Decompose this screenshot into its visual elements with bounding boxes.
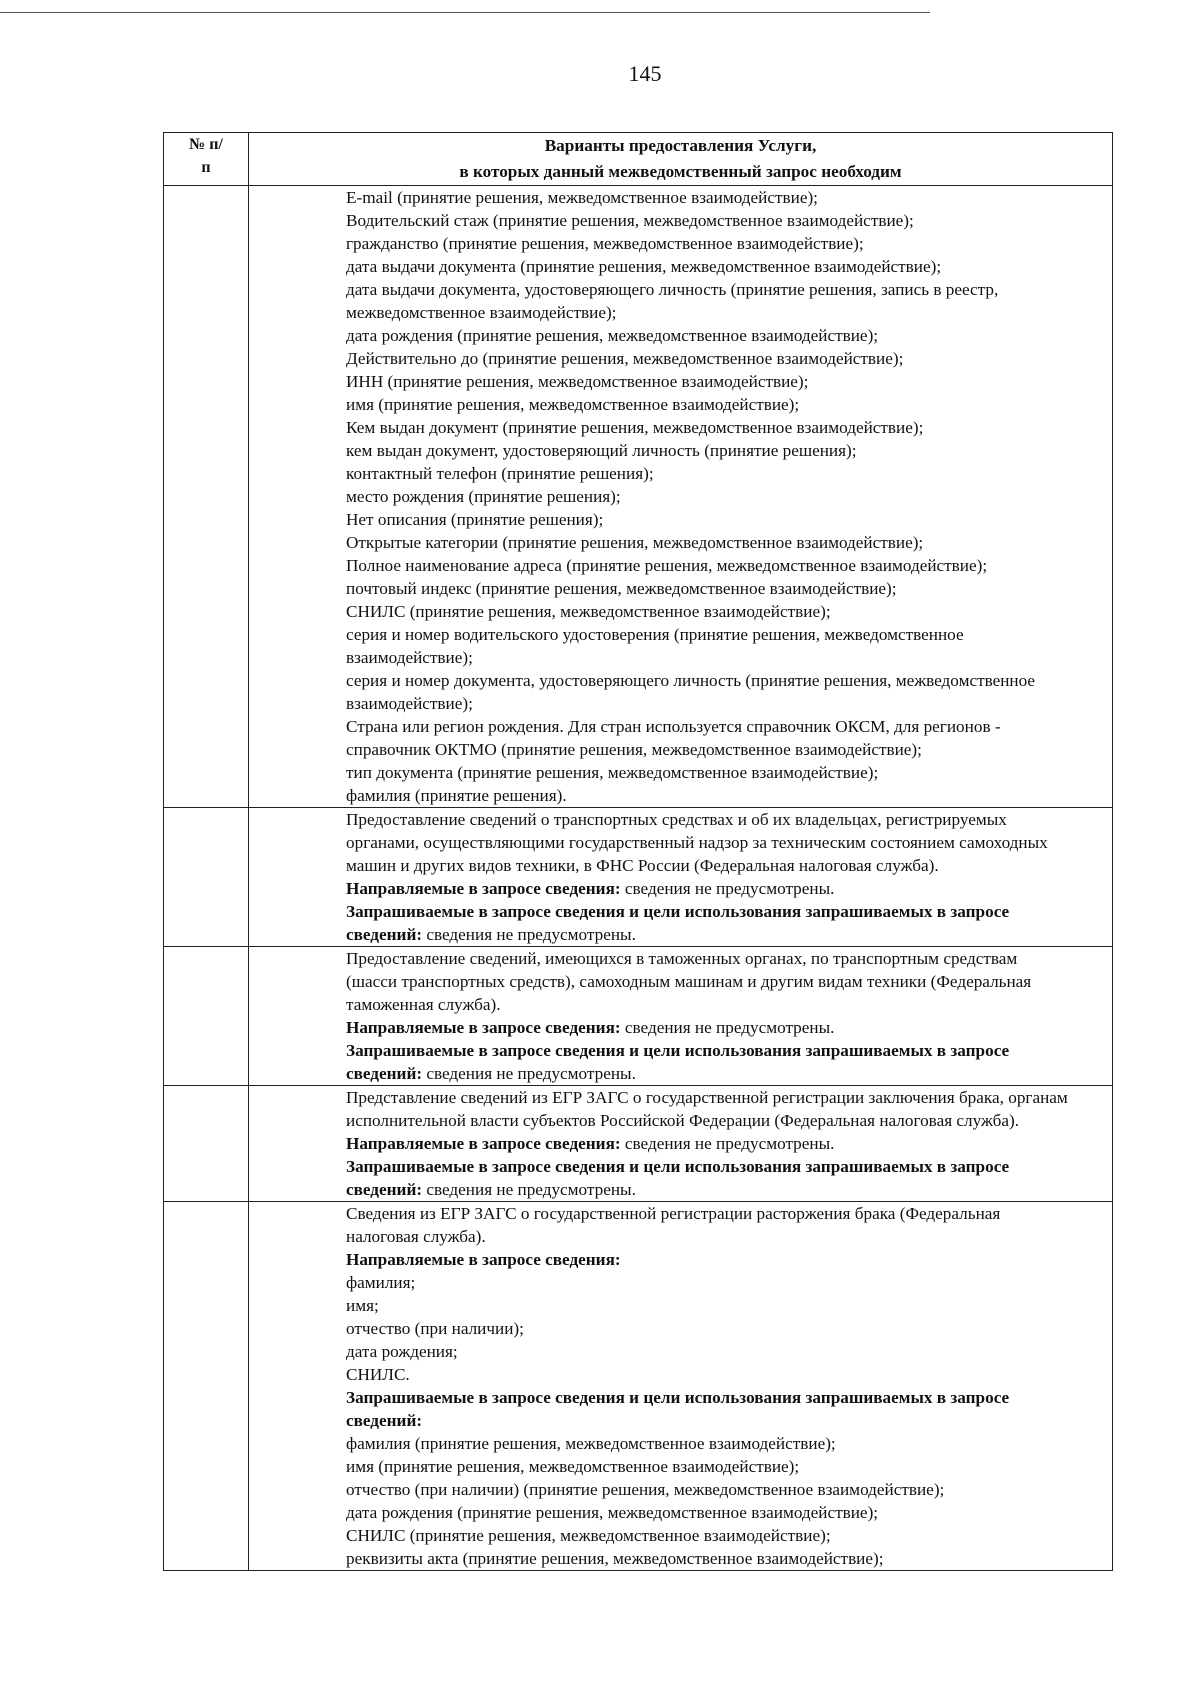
table-row [164, 1202, 1113, 1571]
requested-info-label-line1: Запрашиваемые в запросе сведения и цели использования запрашиваемых в запросе [346, 1388, 1010, 1407]
sent-info-label: Направляемые в запросе сведения: [346, 1250, 621, 1269]
field-list-item: СНИЛС (принятие решения, межведомственное взаимодействие); [346, 602, 831, 621]
field-list-item: взаимодействие); [346, 694, 473, 713]
sent-field-item: дата рождения; [346, 1342, 458, 1361]
sent-field-item: отчество (при наличии); [346, 1319, 524, 1338]
requested-field-item: СНИЛС (принятие решения, межведомственное взаимодействие); [346, 1526, 831, 1545]
row-content-cell [249, 947, 1113, 1086]
sent-info-label: Направляемые в запросе сведения: [346, 1134, 621, 1153]
sent-info-line [346, 1016, 1106, 1039]
field-list-item: почтовый индекс (принятие решения, межведомственное взаимодействие); [346, 579, 897, 598]
row-desc-line: органами, осуществляющими государственный надзор за техническим состоянием самоходных [346, 833, 1048, 852]
requested-info-label-line2: сведений: [346, 1411, 423, 1430]
field-list-item: Нет описания (принятие решения); [346, 510, 604, 529]
row-desc-line: Представление сведений из ЕГР ЗАГС о государственной регистрации заключения брака, органам [346, 1088, 1068, 1107]
requested-field-item: имя (принятие решения, межведомственное взаимодействие); [346, 1457, 800, 1476]
field-list-item: серия и номер водительского удостоверения (принятие решения, межведомственное [346, 625, 964, 644]
header-title-cell [249, 133, 1113, 186]
field-list-item: фамилия (принятие решения). [346, 786, 567, 805]
header-number-label: № п/п [189, 136, 223, 176]
row-desc-line: машин и других видов техники, в ФНС России (Федеральная налоговая служба). [346, 856, 939, 875]
field-list-item: Открытые категории (принятие решения, межведомственное взаимодействие); [346, 533, 924, 552]
row-content-cell [249, 186, 1113, 808]
table-row [164, 1086, 1113, 1202]
row-desc-line: таможенная служба). [346, 995, 501, 1014]
field-list-item: Действительно до (принятие решения, межведомственное взаимодействие); [346, 349, 904, 368]
field-list-item: кем выдан документ, удостоверяющий личность (принятие решения); [346, 441, 857, 460]
field-list-item: межведомственное взаимодействие); [346, 303, 617, 322]
field-list-item: гражданство (принятие решения, межведомственное взаимодействие); [346, 234, 864, 253]
header-title-line1: Варианты предоставления Услуги, [544, 136, 817, 155]
field-list-item: справочник ОКТМО (принятие решения, межведомственное взаимодействие); [346, 740, 922, 759]
requested-info-line [346, 923, 1106, 946]
field-list-item: Полное наименование адреса (принятие решения, межведомственное взаимодействие); [346, 556, 988, 575]
page-number: 145 [628, 61, 662, 86]
requested-info-value: сведения не предусмотрены. [422, 1180, 636, 1199]
field-list-item: имя (принятие решения, межведомственное взаимодействие); [346, 395, 800, 414]
field-list-item: дата выдачи документа, удостоверяющего личность (принятие решения, запись в реестр, [346, 280, 999, 299]
sent-info-line [346, 1132, 1106, 1155]
sent-info-label: Направляемые в запросе сведения: [346, 879, 621, 898]
field-list-item: дата выдачи документа (принятие решения, межведомственное взаимодействие); [346, 257, 942, 276]
field-list-item: взаимодействие); [346, 648, 473, 667]
field-list-item: серия и номер документа, удостоверяющего личность (принятие решения, межведомственное [346, 671, 1036, 690]
row-number-cell [164, 947, 249, 1086]
row-content-cell [249, 1202, 1113, 1571]
header-number-cell [164, 133, 249, 186]
field-list-item: дата рождения (принятие решения, межведомственное взаимодействие); [346, 326, 879, 345]
requested-field-item: реквизиты акта (принятие решения, межведомственное взаимодействие); [346, 1549, 884, 1568]
requested-info-line [346, 1062, 1106, 1085]
row-desc-line: Предоставление сведений о транспортных средствах и об их владельцах, регистрируемых [346, 810, 1007, 829]
sent-info-line [346, 877, 1106, 900]
sent-info-label: Направляемые в запросе сведения: [346, 1018, 621, 1037]
field-list-item: E-mail (принятие решения, межведомственное взаимодействие); [346, 188, 818, 207]
sent-info-value: сведения не предусмотрены. [620, 879, 835, 898]
requirements-table [163, 132, 1113, 1571]
field-list-item: контактный телефон (принятие решения); [346, 464, 654, 483]
sent-field-item: СНИЛС. [346, 1365, 410, 1384]
field-list-item: ИНН (принятие решения, межведомственное взаимодействие); [346, 372, 809, 391]
field-list-item: Страна или регион рождения. Для стран используется справочник ОКСМ, для регионов - [346, 717, 1001, 736]
requested-info-value: сведения не предусмотрены. [422, 925, 636, 944]
requested-info-label-line1: Запрашиваемые в запросе сведения и цели использования запрашиваемых в запросе [346, 902, 1010, 921]
row-number-cell [164, 1086, 249, 1202]
requested-info-label-line2: сведений: [346, 925, 423, 944]
requested-info-label-line1: Запрашиваемые в запросе сведения и цели использования запрашиваемых в запросе [346, 1041, 1010, 1060]
table-row [164, 808, 1113, 947]
row-number-cell [164, 1202, 249, 1571]
row-desc-line: Предоставление сведений, имеющихся в таможенных органах, по транспортным средствам [346, 949, 1018, 968]
requested-field-item: отчество (при наличии) (принятие решения, межведомственное взаимодействие); [346, 1480, 945, 1499]
row-content-cell [249, 1086, 1113, 1202]
table-header-row [164, 133, 1113, 186]
field-list-item: место рождения (принятие решения); [346, 487, 621, 506]
requested-info-label-line2: сведений: [346, 1180, 423, 1199]
field-list-item: Кем выдан документ (принятие решения, межведомственное взаимодействие); [346, 418, 924, 437]
requested-info-value: сведения не предусмотрены. [422, 1064, 636, 1083]
field-list-item: тип документа (принятие решения, межведомственное взаимодействие); [346, 763, 879, 782]
sent-field-item: фамилия; [346, 1273, 416, 1292]
sent-info-value: сведения не предусмотрены. [620, 1018, 835, 1037]
requested-info-line [346, 1178, 1106, 1201]
sent-info-value: сведения не предусмотрены. [620, 1134, 835, 1153]
row-desc-line: Сведения из ЕГР ЗАГС о государственной регистрации расторжения брака (Федеральная [346, 1204, 1001, 1223]
field-list-item: Водительский стаж (принятие решения, межведомственное взаимодействие); [346, 211, 914, 230]
row-number-cell [164, 186, 249, 808]
table-row [164, 186, 1113, 808]
top-rule [0, 12, 930, 13]
header-title-line2: в которых данный межведомственный запрос необходим [459, 162, 902, 181]
row-number-cell [164, 808, 249, 947]
requested-field-item: фамилия (принятие решения, межведомственное взаимодействие); [346, 1434, 836, 1453]
requested-info-label-line1: Запрашиваемые в запросе сведения и цели использования запрашиваемых в запросе [346, 1157, 1010, 1176]
row-desc-line: (шасси транспортных средств), самоходным машинам и другим видам техники (Федеральная [346, 972, 1032, 991]
row-desc-line: налоговая служба). [346, 1227, 486, 1246]
requested-field-item: дата рождения (принятие решения, межведомственное взаимодействие); [346, 1503, 879, 1522]
sent-field-item: имя; [346, 1296, 379, 1315]
row-content-cell [249, 808, 1113, 947]
table-row [164, 947, 1113, 1086]
requested-info-label-line2: сведений: [346, 1064, 423, 1083]
row-desc-line: исполнительной власти субъектов Российской Федерации (Федеральная налоговая служба). [346, 1111, 1020, 1130]
